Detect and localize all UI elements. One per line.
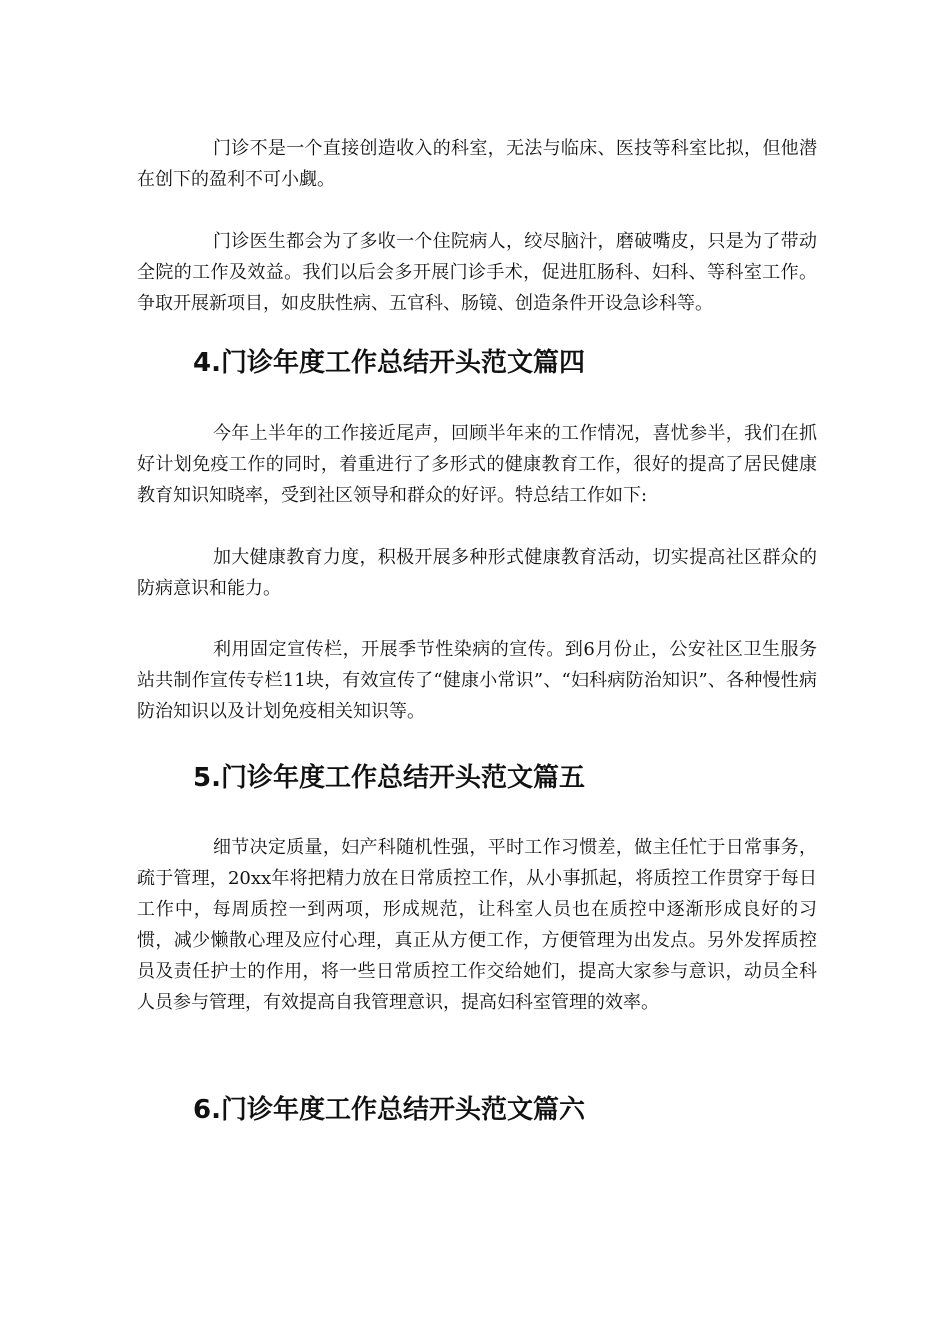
section-heading-4: 4.门诊年度工作总结开头范文篇四 — [193, 348, 585, 378]
section-heading-5: 5.门诊年度工作总结开头范文篇五 — [193, 763, 585, 793]
paragraph-bulletin-board: 利用固定宣传栏，开展季节性染病的宣传。到6月份止，公安社区卫生服务站共制作宣传专栏11块，有效宣传了“健康小常识”、“妇科病防治知识”、各种慢性病防治知识以及计划免疫相关知识等。 — [137, 639, 817, 722]
section-heading-6: 6.门诊年度工作总结开头范文篇六 — [193, 1095, 585, 1125]
paragraph-outpatient-doctors: 门诊医生都会为了多收一个住院病人，绞尽脑汁，磨破嘴皮，只是为了带动全院的工作及效益。我们以后会多开展门诊手术，促进肛肠科、妇科、等科室工作。争取开展新项目，如皮肤性病、五官科、肠镜、创造条件开设急诊科等。 — [137, 231, 817, 314]
paragraph-quality-control: 细节决定质量，妇产科随机性强，平时工作习惯差，做主任忙于日常事务，疏于管理，20xx年将把精力放在日常质控工作，从小事抓起，将质控工作贯穿于每日工作中，每周质控一到两项，形成规范，让科室人员也在质控中逐渐形成良好的习惯，减少懒散心理及应付心理，真正从方便工作，方便管理为出发点。另外发挥质控员及责任护士的作用，将一些日常质控工作交给她们，提高大家参与意识，动员全科人员参与管理，有效提高自我管理意识，提高妇科室管理的效率。 — [137, 837, 817, 1013]
paragraph-outpatient-revenue: 门诊不是一个直接创造收入的科室，无法与临床、医技等科室比拟，但他潜在创下的盈利不可小觑。 — [137, 138, 817, 190]
paragraph-half-year-review: 今年上半年的工作接近尾声，回顾半年来的工作情况，喜忧参半，我们在抓好计划免疫工作的同时，着重进行了多形式的健康教育工作，很好的提高了居民健康教育知识知晓率，受到社区领导和群众的好评。特总结工作如下: — [137, 423, 817, 506]
paragraph-health-education: 加大健康教育力度，积极开展多种形式健康教育活动，切实提高社区群众的防病意识和能力。 — [137, 547, 817, 599]
